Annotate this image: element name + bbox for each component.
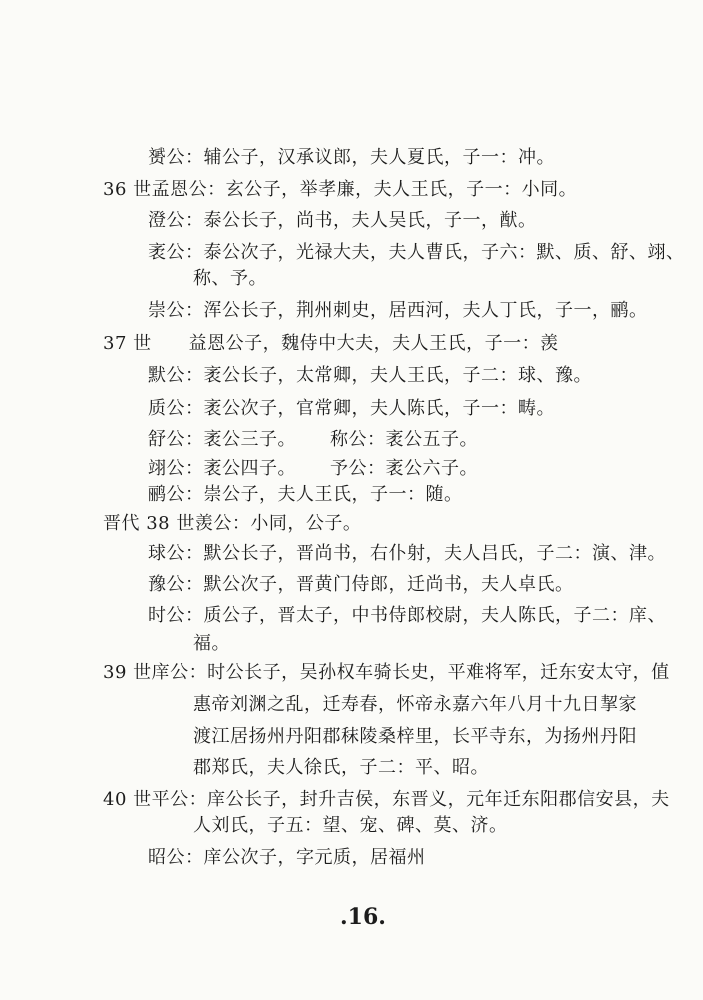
text-line: 晋代 38 世羡公：小同，公子。 xyxy=(103,513,362,534)
text-line: 渡江居扬州丹阳郡秣陵桑梓里，长平寺东，为扬州丹阳 xyxy=(193,726,637,747)
text-line: 郡郑氏，夫人徐氏，子二：平、昭。 xyxy=(193,757,489,778)
text-line: 39 世庠公：时公长子，吴孙权车骑长史，平难将军，迁东安太守，值 xyxy=(103,662,670,683)
text-line: 默公：袤公长子，太常卿，夫人王氏，子二：球、豫。 xyxy=(148,365,592,386)
text-line: 翊公：袤公四子。 xyxy=(148,458,296,479)
text-line: 福。 xyxy=(193,633,230,654)
text-line: 予公：袤公六子。 xyxy=(330,458,478,479)
text-line: 舒公：袤公三子。 xyxy=(148,429,296,450)
text-line: 惠帝刘渊之乱，迁寿春，怀帝永嘉六年八月十九日挈家 xyxy=(193,694,637,715)
text-line: 36 世孟恩公：玄公子，举孝廉，夫人王氏，子一：小同。 xyxy=(103,179,578,200)
text-line: 豫公：默公次子，晋黄门侍郎，迁尚书，夫人卓氏。 xyxy=(148,574,574,595)
text-line: 球公：默公长子，晋尚书，右仆射，夫人吕氏，子二：演、津。 xyxy=(148,543,666,564)
text-line: 人刘氏，子五：望、宠、碑、莫、济。 xyxy=(193,815,508,836)
text-line: 称公：袤公五子。 xyxy=(330,429,478,450)
text-line: 时公：质公子，晋太子，中书侍郎校尉，夫人陈氏，子二：庠、 xyxy=(148,605,666,626)
text-line: 崇公：浑公长子，荆州刺史，居西河，夫人丁氏，子一，鹂。 xyxy=(148,300,648,321)
text-line: 赟公：辅公子，汉承议郎，夫人夏氏，子一：冲。 xyxy=(148,147,555,168)
text-line: 袤公：泰公次子，光禄大夫，夫人曹氏，子六：默、质、舒、翊、 xyxy=(148,242,685,263)
text-line: 40 世平公：庠公长子，封升吉侯，东晋义，元年迁东阳郡信安县，夫 xyxy=(103,789,670,810)
text-line: 鹂公：崇公子，夫人王氏，子一：随。 xyxy=(148,484,463,505)
text-line: 昭公：庠公次子，字元质，居福州 xyxy=(148,847,426,868)
text-line: 称、予。 xyxy=(193,268,267,289)
text-line: 质公：袤公次子，官常卿，夫人陈氏，子一：畴。 xyxy=(148,398,555,419)
page-number: .16. xyxy=(340,904,386,930)
text-line: 澄公：泰公长子，尚书，夫人吴氏，子一，猷。 xyxy=(148,210,537,231)
text-line: 37 世 益恩公子，魏侍中大夫，夫人王氏，子一：羡 xyxy=(103,333,559,354)
